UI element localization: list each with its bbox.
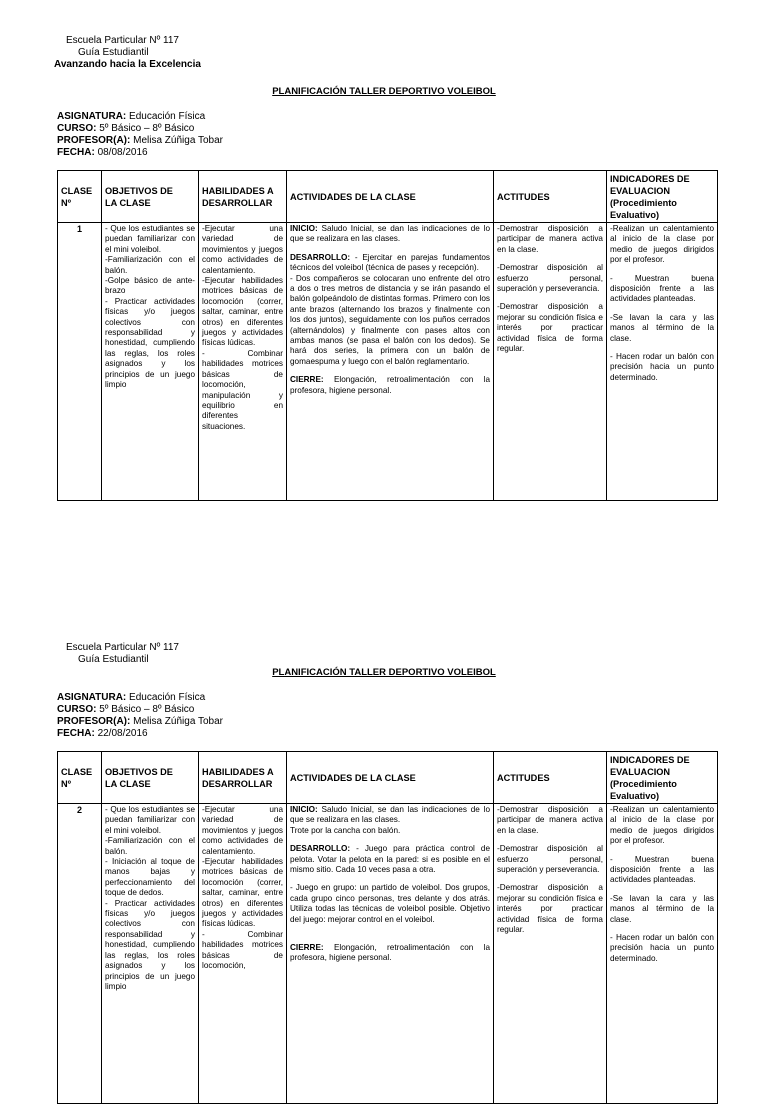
actitud-item: -Demostrar disposición a participar de manera activa en la clase.: [497, 224, 603, 254]
habilidades-cell: -Ejecutar una variedad de movimientos y juegos como actividades de calentamiento. -Ejecutar habilidades motrices básicas de locomoción (correr, saltar, caminar, entre otros) en diferentes juegos y actividades físicas lúdicas. - Combinar habilidades motrices básicas de locomoción,: [199, 804, 287, 1104]
indicadores-cell: [607, 223, 718, 501]
header-actividades: ACTIVIDADES DE LA CLASE: [287, 171, 494, 223]
header-clase: CLASE Nº: [58, 752, 102, 804]
meta-asignatura: ASIGNATURA: Educación Física: [57, 692, 206, 703]
desarrollo-text: DESARROLLO: - Ejercitar en parejas fundamentos técnicos del voleibol (técnica de pases y recepción). - Dos compañeros se colocaran uno enfrente del otro a dos o tres metros de distancia y se irán pasando el balón golpeándolo de distintas formas. Primero con los ante brazos (alternando los brazos y finalmente con los dos juntos), seguidamente con los puños cerrados (alternándolos) y finalmente con pases altos con ambas manos (se pasa el balón con los dedos). Se hará dos series, la primera con un balón de gomaespuma y luego con el balón reglamentario.: [290, 252, 490, 366]
inicio-text: INICIO: Saludo Inicial, se dan las indicaciones de lo que se realizara en las clases. Trote por la cancha con balón.: [290, 805, 490, 835]
planning-table: [57, 751, 718, 1104]
header-objetivos: OBJETIVOS DE LA CLASE: [102, 171, 199, 223]
school-motto: Avanzando hacia la Excelencia: [54, 59, 201, 70]
indicador-item: - Muestran buena disposición frente a las actividades planteadas.: [610, 854, 714, 885]
indicador-item: - Hacen rodar un balón con precisión hacia un punto determinado.: [610, 933, 714, 963]
actividades-cell: [287, 804, 494, 1104]
cierre-text: CIERRE: Elongación, retroalimentación con la profesora, higiene personal.: [290, 375, 490, 395]
meta-profesor: PROFESOR(A): Melisa Zúñiga Tobar: [57, 716, 223, 727]
guide-name: Guía Estudiantil: [78, 654, 149, 665]
indicador-item: -Realizan un calentamiento al inicio de la clase por medio de juegos dirigidos por el profesor.: [610, 805, 714, 846]
indicador-item: - Hacen rodar un balón con precisión hacia un punto determinado.: [610, 352, 714, 382]
actitud-item: -Demostrar disposición a participar de manera activa en la clase.: [497, 805, 603, 835]
header-indicadores: INDICADORES DE EVALUACION (Procedimiento Evaluativo): [607, 171, 718, 223]
header-habilidades: HABILIDADES A DESARROLLAR: [199, 171, 287, 223]
habilidades-cell: -Ejecutar una variedad de movimientos y juegos como actividades de calentamiento. -Ejecutar habilidades motrices básicas de locomoción (correr, saltar, caminar, entre otros) en diferentes juegos y actividades físicas lúdicas. - Combinar habilidades motrices básicas de locomoción, manipulación y equilibrio en diferentes situaciones.: [199, 223, 287, 501]
header-clase: CLASE Nº: [58, 171, 102, 223]
objetivos-cell: - Que los estudiantes se puedan familiarizar con el mini voleibol. -Familiarización con el balón. - Iniciación al toque de manos bajas y perfeccionamiento del toque de dedos. - Practicar actividades físicas y/o juegos colectivos con responsabilidad y honestidad, cumpliendo las reglas, los roles asignados y los principios de un juego limpio: [102, 804, 199, 1104]
meta-profesor: PROFESOR(A): Melisa Zúñiga Tobar: [57, 135, 223, 146]
objetivos-cell: - Que los estudiantes se puedan familiarizar con el mini voleibol. -Familiarización con el balón. -Golpe básico de ante-brazo - Practicar actividades físicas y/o juegos colectivos con responsabilidad y honestidad, cumpliendo las reglas, los roles asignados y los principios de un juego limpio: [102, 223, 199, 501]
meta-curso: CURSO: 5º Básico – 8º Básico: [57, 704, 195, 715]
actitud-item: -Demostrar disposición a mejorar su condición física e interés por practicar actividad física de forma regular.: [497, 302, 603, 354]
header-actitudes: ACTITUDES: [494, 752, 607, 804]
indicador-item: -Realizan un calentamiento al inicio de la clase por medio de juegos dirigidos por el profesor.: [610, 224, 714, 265]
inicio-text: INICIO: Saludo Inicial, se dan las indicaciones de lo que se realizara en las clases.: [290, 224, 490, 244]
guide-name: Guía Estudiantil: [78, 47, 149, 58]
indicador-item: -Se lavan la cara y las manos al término de la clase.: [610, 312, 714, 343]
header-indicadores: INDICADORES DE EVALUACION (Procedimiento Evaluativo): [607, 752, 718, 804]
school-name: Escuela Particular Nº 117: [66, 642, 179, 653]
meta-curso: CURSO: 5º Básico – 8º Básico: [57, 123, 195, 134]
actitudes-cell: [494, 223, 607, 501]
header-habilidades: HABILIDADES A DESARROLLAR: [199, 752, 287, 804]
actitudes-cell: [494, 804, 607, 1104]
meta-fecha: FECHA: 22/08/2016: [57, 728, 148, 739]
indicador-item: - Muestran buena disposición frente a las actividades planteadas.: [610, 273, 714, 304]
document-title: PLANIFICACIÓN TALLER DEPORTIVO VOLEIBOL: [272, 667, 496, 678]
actitud-item: -Demostrar disposición al esfuerzo personal, superación y perseverancia.: [497, 844, 603, 875]
class-number: 2: [58, 804, 102, 1104]
desarrollo-game-text: - Juego en grupo: un partido de voleibol. Dos grupos, cada grupo cinco personas, tres delante y dos atrás. Utiliza todas las técnicas de voleibol posible. Objetivo del juego: mejorar control en el voleibol.: [290, 883, 490, 924]
actitud-item: -Demostrar disposición al esfuerzo personal, superación y perseverancia.: [497, 263, 603, 294]
meta-asignatura: ASIGNATURA: Educación Física: [57, 111, 206, 122]
indicador-item: -Se lavan la cara y las manos al término de la clase.: [610, 893, 714, 924]
header-objetivos: OBJETIVOS DE LA CLASE: [102, 752, 199, 804]
school-name: Escuela Particular Nº 117: [66, 35, 179, 46]
actividades-cell: [287, 223, 494, 501]
header-actividades: ACTIVIDADES DE LA CLASE: [287, 752, 494, 804]
class-number: 1: [58, 223, 102, 501]
cierre-text: CIERRE: Elongación, retroalimentación con la profesora, higiene personal.: [290, 943, 490, 963]
document-title: PLANIFICACIÓN TALLER DEPORTIVO VOLEIBOL: [272, 86, 496, 97]
actitud-item: -Demostrar disposición a mejorar su condición física e interés por practicar actividad física de forma regular.: [497, 883, 603, 935]
desarrollo-text: DESARROLLO: - Juego para práctica control de pelota. Votar la pelota en la pared: si es posible en el mismo sitio. Cada 10 veces pasa a otra.: [290, 844, 490, 875]
indicadores-cell: [607, 804, 718, 1104]
planning-table: [57, 170, 718, 501]
meta-fecha: FECHA: 08/08/2016: [57, 147, 148, 158]
header-actitudes: ACTITUDES: [494, 171, 607, 223]
